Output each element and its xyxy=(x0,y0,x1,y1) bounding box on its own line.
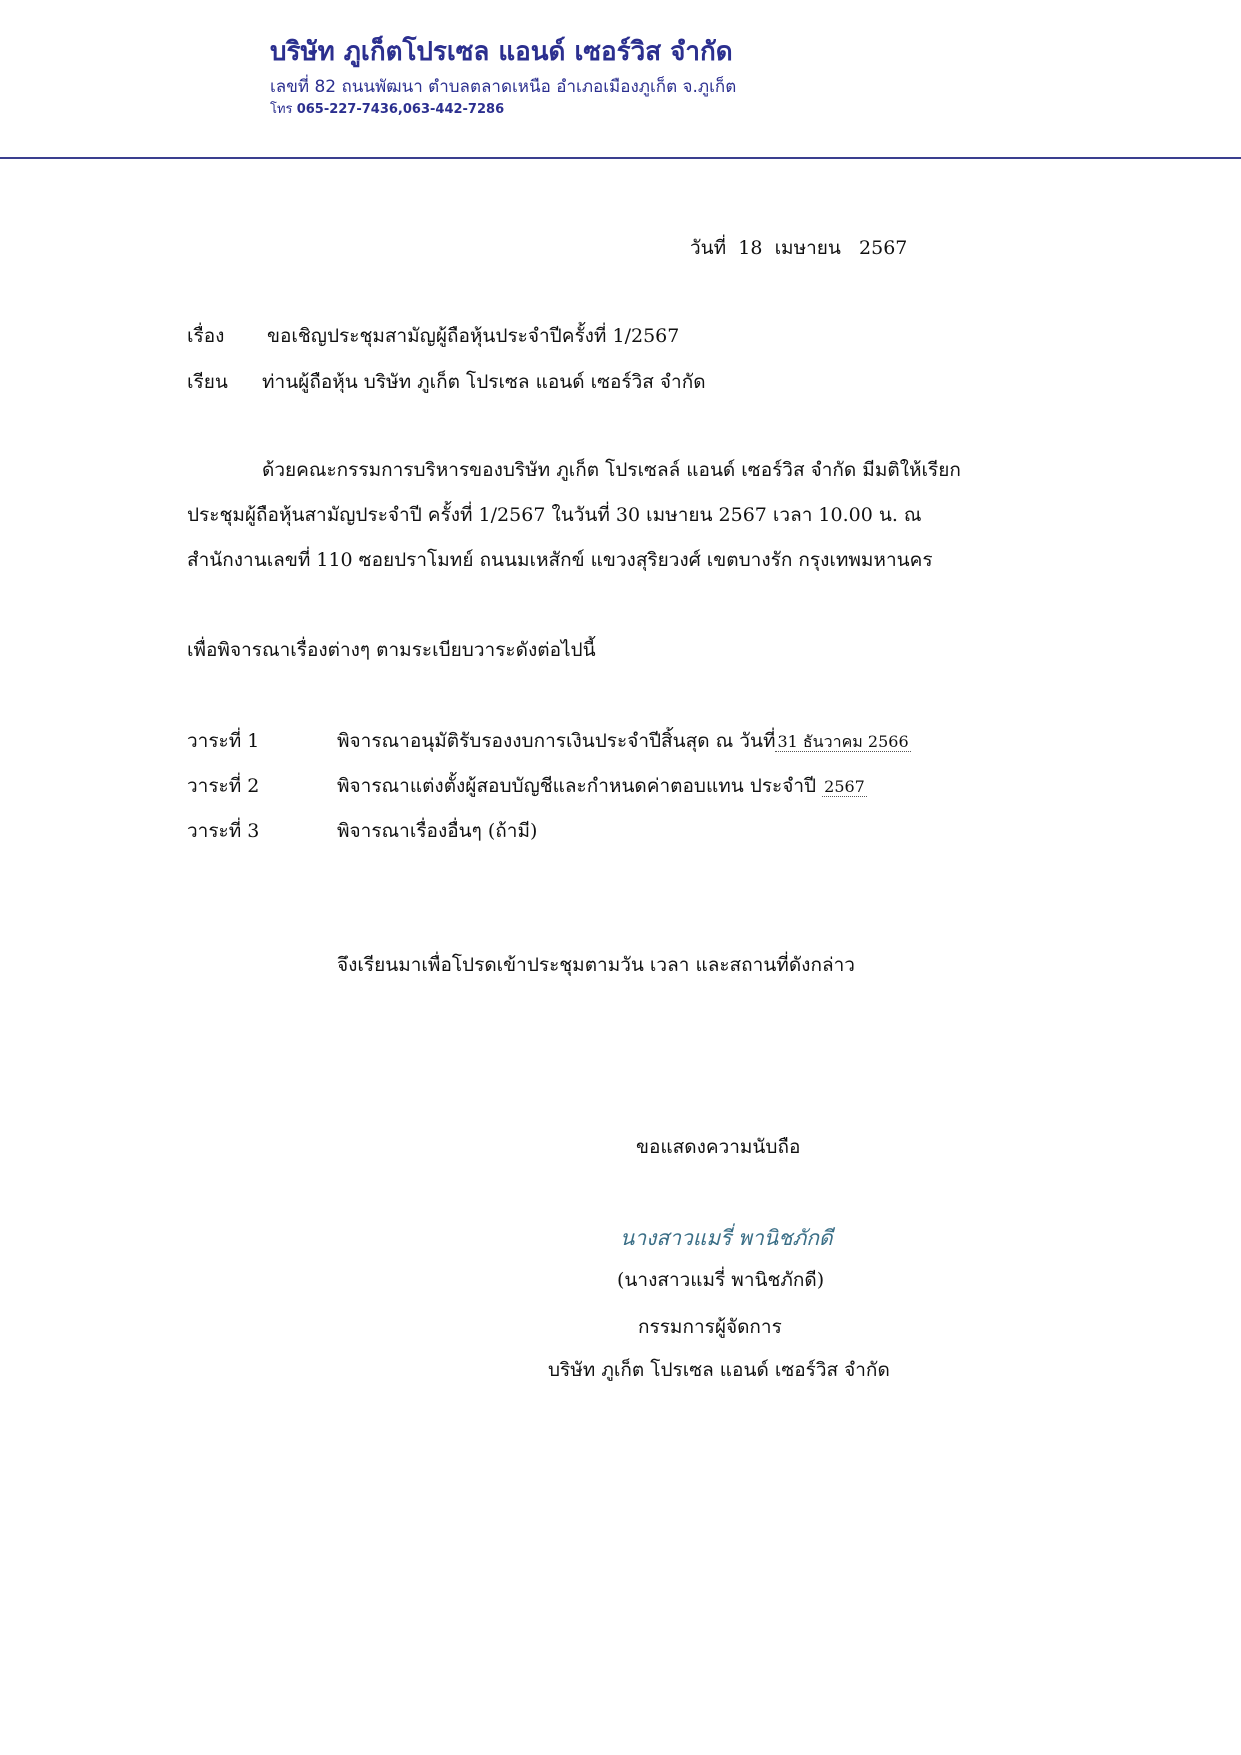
signature: นางสาวแมรี่ พานิชภักดี xyxy=(620,1226,833,1250)
signer-position: กรรมการผู้จัดการ xyxy=(638,1316,782,1338)
agenda-item xyxy=(187,771,867,802)
agenda-intro: เพื่อพิจารณาเรื่องต่างๆ ตามระเบียบวาระดังต่อไปนี้ xyxy=(187,639,596,661)
agenda-label: วาระที่ 2 xyxy=(187,775,260,797)
agenda-fill: 31 ธันวาคม 2566 xyxy=(777,732,909,751)
agenda-fill: 2567 xyxy=(824,777,865,796)
letterhead-divider xyxy=(0,157,1241,159)
closing-statement: จึงเรียนมาเพื่อโปรดเข้าประชุมตามวัน เวลา และสถานที่ดังกล่าว xyxy=(337,954,855,976)
subject-line xyxy=(187,321,679,351)
date-month: เมษายน xyxy=(774,237,841,259)
company-name: บริษัท ภูเก็ตโปรเซล แอนด์ เซอร์วิส จำกัด xyxy=(270,37,733,67)
date-day: 18 xyxy=(738,237,763,259)
printed-name: (นางสาวแมรี่ พานิชภักดี) xyxy=(617,1269,825,1291)
agenda-text: พิจารณาแต่งตั้งผู้สอบบัญชีและกำหนดค่าตอบแทน ประจำปี xyxy=(337,775,817,797)
date-year: 2567 xyxy=(859,237,908,259)
letter-date xyxy=(690,233,907,263)
agenda-item xyxy=(187,726,911,757)
body-line-1: ด้วยคณะกรรมการบริหารของบริษัท ภูเก็ต โปรเซลล์ แอนด์ เซอร์วิส จำกัด มีมติให้เรียก xyxy=(262,459,961,481)
letterhead xyxy=(270,34,736,120)
recipient-text: ท่านผู้ถือหุ้น บริษัท ภูเก็ต โปรเซล แอนด์ เซอร์วิส จำกัด xyxy=(262,371,706,393)
company-phone xyxy=(270,100,736,120)
subject-text: ขอเชิญประชุมสามัญผู้ถือหุ้นประจำปีครั้งที่ 1/2567 xyxy=(267,325,680,347)
recipient-label: เรียน xyxy=(187,371,228,393)
phone-prefix: โทร xyxy=(270,102,293,117)
subject-label: เรื่อง xyxy=(187,325,225,347)
date-label: วันที่ xyxy=(690,237,727,259)
phone-numbers: 065-227-7436,063-442-7286 xyxy=(296,102,505,117)
regards-text: ขอแสดงความนับถือ xyxy=(636,1136,801,1158)
agenda-text: พิจารณาอนุมัติรับรองงบการเงินประจำปีสิ้นสุด ณ วันที่ xyxy=(337,730,776,752)
agenda-item xyxy=(187,816,537,846)
signer-company: บริษัท ภูเก็ต โปรเซล แอนด์ เซอร์วิส จำกัด xyxy=(548,1359,890,1381)
company-address: เลขที่ 82 ถนนพัฒนา ตำบลตลาดเหนือ อำเภอเมืองภูเก็ต จ.ภูเก็ต xyxy=(270,77,737,97)
body-line-3: สำนักงานเลขที่ 110 ซอยปราโมทย์ ถนนมเหสักข์ แขวงสุริยวงศ์ เขตบางรัก กรุงเทพมหานคร xyxy=(187,549,933,571)
agenda-text: พิจารณาเรื่องอื่นๆ (ถ้ามี) xyxy=(337,820,538,842)
agenda-label: วาระที่ 3 xyxy=(187,820,260,842)
agenda-label: วาระที่ 1 xyxy=(187,730,260,752)
recipient-line xyxy=(187,367,706,397)
body-line-2: ประชุมผู้ถือหุ้นสามัญประจำปี ครั้งที่ 1/2567 ในวันที่ 30 เมษายน 2567 เวลา 10.00 น. ณ xyxy=(187,504,922,526)
